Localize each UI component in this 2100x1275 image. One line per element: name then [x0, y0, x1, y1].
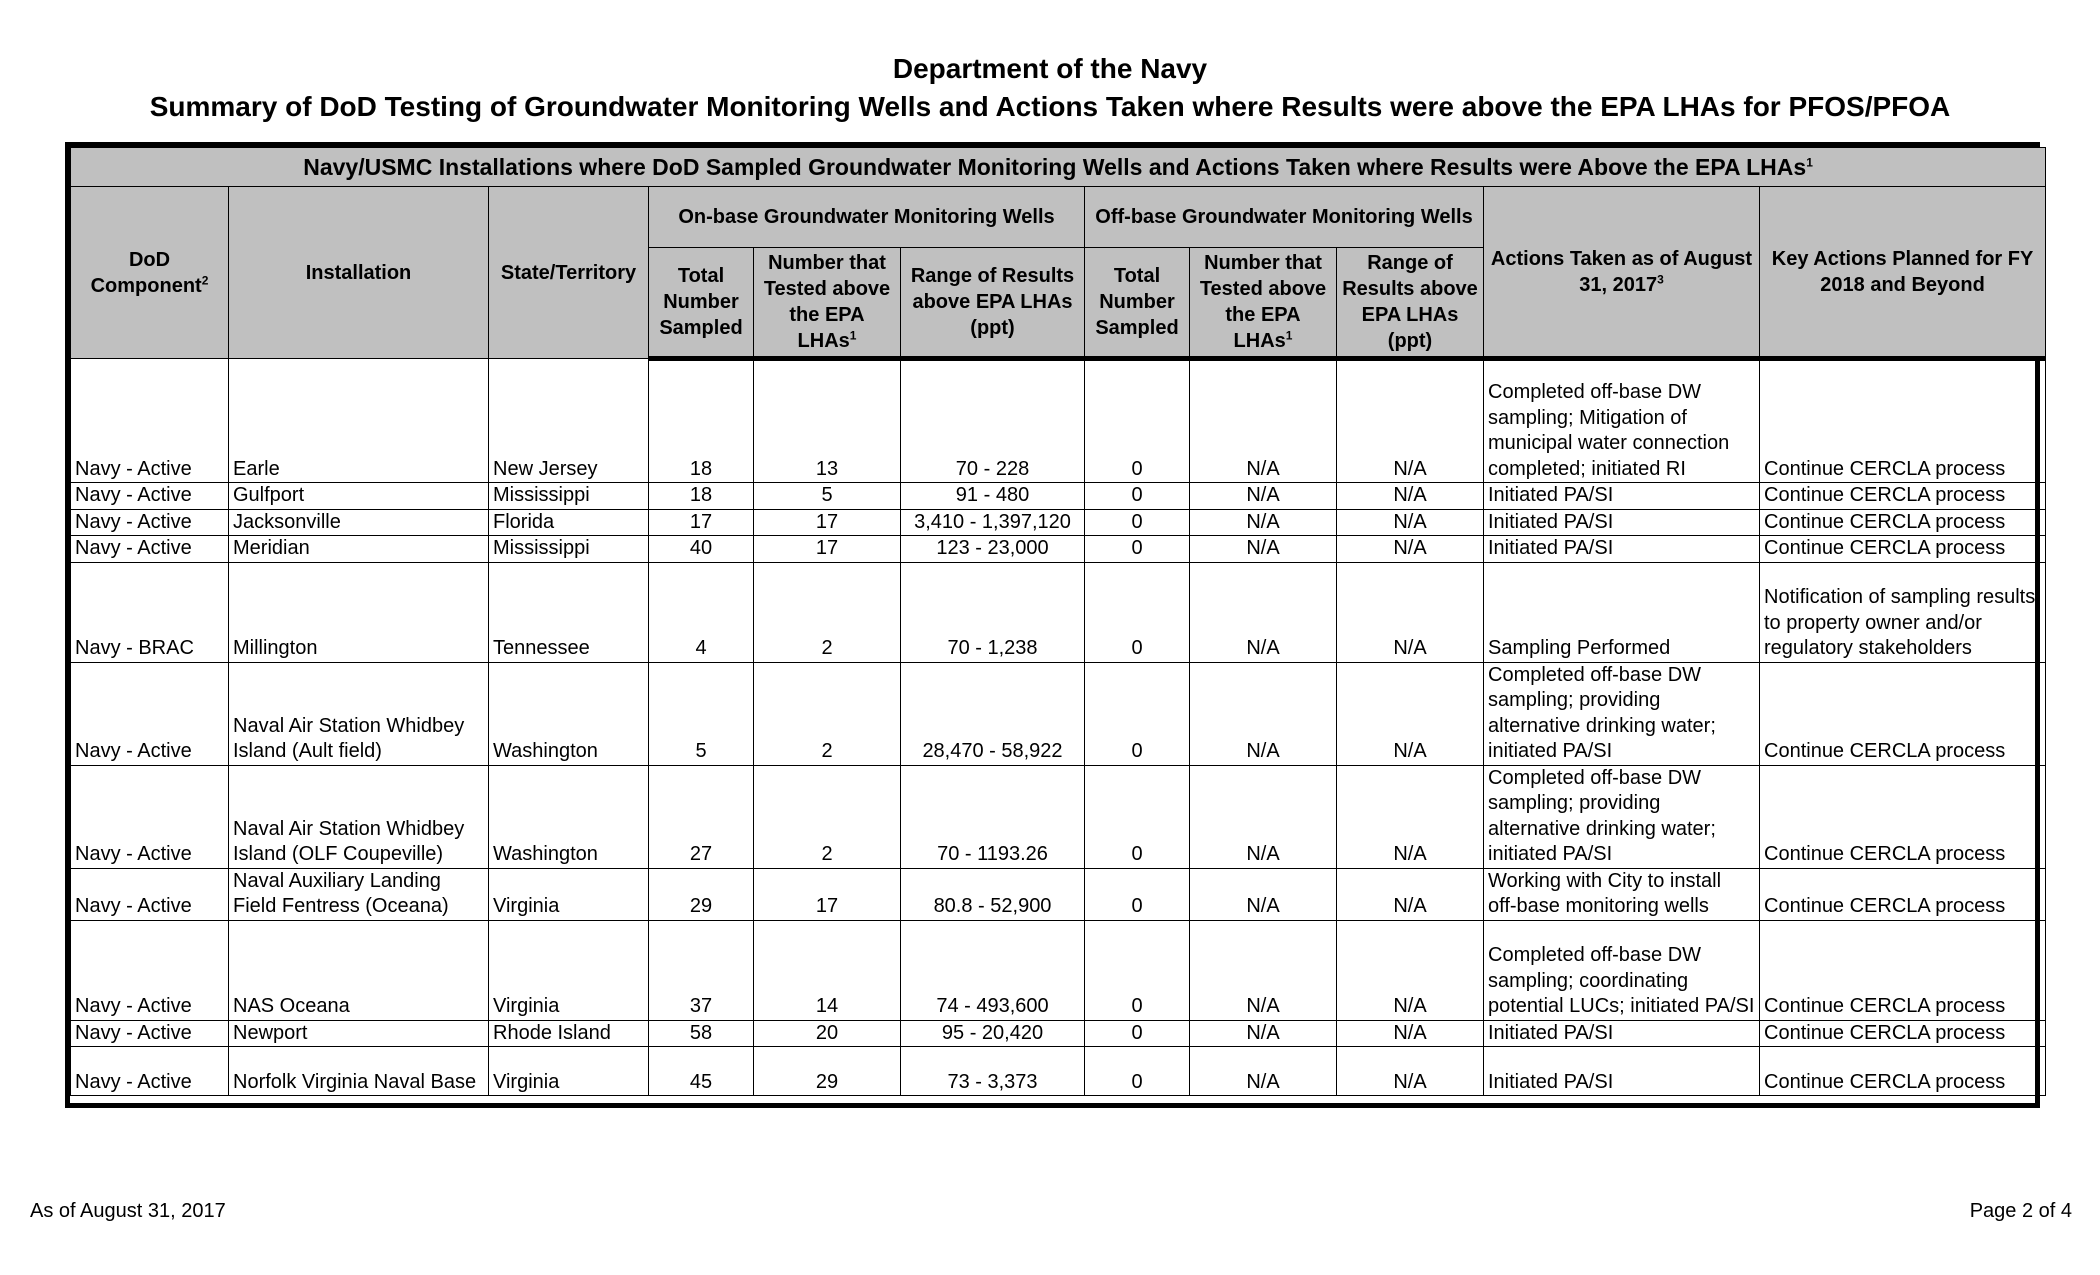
header-offbase-range: Range of Results above EPA LHAs (ppt)	[1337, 248, 1484, 359]
cell-onbase-total: 4	[649, 562, 754, 662]
header-onbase-above: Number that Tested above the EPA LHAs$^1$	[754, 248, 901, 359]
header-offbase-group: Off-base Groundwater Monitoring Wells	[1085, 187, 1484, 248]
cell-onbase-above: 17	[754, 536, 901, 563]
cell-state: New Jersey	[489, 359, 649, 483]
cell-offbase-above: N/A	[1190, 868, 1337, 920]
footer-page-number: Page 2 of 4	[1969, 1200, 2072, 1222]
cell-key-actions-planned: Continue CERCLA process	[1760, 536, 2046, 563]
cell-dod-component: Navy - Active	[71, 359, 229, 483]
cell-key-actions-planned: Continue CERCLA process	[1760, 662, 2046, 765]
table-row	[71, 359, 2046, 483]
cell-actions-taken: Initiated PA/SI	[1484, 1047, 1760, 1096]
cell-offbase-total: 0	[1085, 1020, 1190, 1047]
cell-state: Florida	[489, 509, 649, 536]
cell-onbase-above: 5	[754, 483, 901, 510]
cell-installation: Jacksonville	[229, 509, 489, 536]
cell-offbase-above: N/A	[1190, 536, 1337, 563]
cell-offbase-range: N/A	[1337, 1047, 1484, 1096]
cell-state: Tennessee	[489, 562, 649, 662]
cell-onbase-above: 2	[754, 562, 901, 662]
cell-offbase-range: N/A	[1337, 920, 1484, 1020]
cell-offbase-range: N/A	[1337, 509, 1484, 536]
cell-offbase-total: 0	[1085, 868, 1190, 920]
cell-offbase-total: 0	[1085, 920, 1190, 1020]
cell-installation: Meridian	[229, 536, 489, 563]
header-offbase-total: Total Number Sampled	[1085, 248, 1190, 359]
cell-onbase-range: 70 - 1193.26	[901, 765, 1085, 868]
cell-dod-component: Navy - Active	[71, 483, 229, 510]
cell-installation: NAS Oceana	[229, 920, 489, 1020]
cell-actions-taken: Working with City to install off-base monitoring wells	[1484, 868, 1760, 920]
cell-state: Washington	[489, 662, 649, 765]
header-onbase-group: On-base Groundwater Monitoring Wells	[649, 187, 1085, 248]
table-banner: Navy/USMC Installations where DoD Sampled Groundwater Monitoring Wells and Actions Taken where Results were Above the EPA LHAs$^1$	[71, 148, 2046, 187]
cell-onbase-total: 27	[649, 765, 754, 868]
header-onbase-range: Range of Results above EPA LHAs (ppt)	[901, 248, 1085, 359]
cell-offbase-total: 0	[1085, 662, 1190, 765]
cell-onbase-range: 95 - 20,420	[901, 1020, 1085, 1047]
cell-offbase-range: N/A	[1337, 536, 1484, 563]
cell-actions-taken: Completed off-base DW sampling; providing alternative drinking water; initiated PA/SI	[1484, 662, 1760, 765]
cell-offbase-above: N/A	[1190, 1047, 1337, 1096]
cell-actions-taken: Sampling Performed	[1484, 562, 1760, 662]
cell-state: Virginia	[489, 920, 649, 1020]
cell-onbase-range: 74 - 493,600	[901, 920, 1085, 1020]
cell-dod-component: Navy - Active	[71, 1047, 229, 1096]
table-row	[71, 868, 2046, 920]
cell-dod-component: Navy - Active	[71, 765, 229, 868]
cell-offbase-above: N/A	[1190, 359, 1337, 483]
page-title: Department of the Navy	[892, 53, 1208, 84]
cell-installation: Newport	[229, 1020, 489, 1047]
cell-actions-taken: Initiated PA/SI	[1484, 536, 1760, 563]
cell-key-actions-planned: Notification of sampling results to property owner and/or regulatory stakeholders	[1760, 562, 2046, 662]
cell-onbase-above: 2	[754, 765, 901, 868]
cell-actions-taken: Completed off-base DW sampling; providing alternative drinking water; initiated PA/SI	[1484, 765, 1760, 868]
cell-onbase-range: 70 - 228	[901, 359, 1085, 483]
cell-offbase-above: N/A	[1190, 562, 1337, 662]
cell-offbase-total: 0	[1085, 765, 1190, 868]
cell-dod-component: Navy - Active	[71, 868, 229, 920]
cell-onbase-above: 29	[754, 1047, 901, 1096]
cell-state: Virginia	[489, 868, 649, 920]
table-row	[71, 1047, 2046, 1096]
cell-offbase-above: N/A	[1190, 1020, 1337, 1047]
cell-offbase-range: N/A	[1337, 483, 1484, 510]
cell-onbase-total: 58	[649, 1020, 754, 1047]
cell-offbase-range: N/A	[1337, 562, 1484, 662]
cell-onbase-range: 28,470 - 58,922	[901, 662, 1085, 765]
page-subtitle: Summary of DoD Testing of Groundwater Monitoring Wells and Actions Taken where Results were above the EPA LHAs for PFOS/PFOA	[149, 91, 1951, 122]
cell-actions-taken: Initiated PA/SI	[1484, 509, 1760, 536]
cell-offbase-total: 0	[1085, 483, 1190, 510]
table-row	[71, 1020, 2046, 1047]
cell-offbase-range: N/A	[1337, 662, 1484, 765]
cell-installation: Naval Air Station Whidbey Island (Ault field)	[229, 662, 489, 765]
cell-actions-taken: Initiated PA/SI	[1484, 1020, 1760, 1047]
cell-onbase-total: 18	[649, 359, 754, 483]
cell-key-actions-planned: Continue CERCLA process	[1760, 509, 2046, 536]
cell-offbase-above: N/A	[1190, 509, 1337, 536]
cell-dod-component: Navy - Active	[71, 509, 229, 536]
cell-offbase-range: N/A	[1337, 765, 1484, 868]
cell-onbase-range: 91 - 480	[901, 483, 1085, 510]
cell-onbase-above: 17	[754, 868, 901, 920]
cell-onbase-above: 14	[754, 920, 901, 1020]
cell-installation: Millington	[229, 562, 489, 662]
cell-onbase-above: 2	[754, 662, 901, 765]
header-offbase-above: Number that Tested above the EPA LHAs$^1$	[1190, 248, 1337, 359]
table-row	[71, 536, 2046, 563]
header-installation: Installation	[229, 187, 489, 359]
cell-offbase-range: N/A	[1337, 868, 1484, 920]
cell-offbase-above: N/A	[1190, 662, 1337, 765]
header-dod-component: DoD Component$^2$	[71, 187, 229, 359]
cell-installation: Earle	[229, 359, 489, 483]
table-body	[71, 359, 2046, 1096]
table-row	[71, 662, 2046, 765]
cell-offbase-range: N/A	[1337, 1020, 1484, 1047]
cell-onbase-range: 123 - 23,000	[901, 536, 1085, 563]
header-key-actions-planned: Key Actions Planned for FY 2018 and Beyond	[1760, 187, 2046, 359]
table-row	[71, 483, 2046, 510]
cell-offbase-total: 0	[1085, 1047, 1190, 1096]
cell-onbase-total: 45	[649, 1047, 754, 1096]
cell-offbase-total: 0	[1085, 562, 1190, 662]
summary-table	[70, 147, 2046, 1096]
cell-onbase-above: 20	[754, 1020, 901, 1047]
cell-onbase-total: 29	[649, 868, 754, 920]
header-actions-taken: Actions Taken as of August 31, 2017$^3$	[1484, 187, 1760, 359]
cell-onbase-above: 13	[754, 359, 901, 483]
cell-onbase-range: 80.8 - 52,900	[901, 868, 1085, 920]
cell-actions-taken: Completed off-base DW sampling; coordinating potential LUCs; initiated PA/SI	[1484, 920, 1760, 1020]
cell-offbase-range: N/A	[1337, 359, 1484, 483]
cell-dod-component: Navy - Active	[71, 662, 229, 765]
cell-state: Washington	[489, 765, 649, 868]
cell-key-actions-planned: Continue CERCLA process	[1760, 1020, 2046, 1047]
summary-table-frame	[65, 142, 2040, 1108]
header-state: State/Territory	[489, 187, 649, 359]
cell-dod-component: Navy - Active	[71, 920, 229, 1020]
cell-dod-component: Navy - Active	[71, 536, 229, 563]
cell-onbase-range: 73 - 3,373	[901, 1047, 1085, 1096]
header-onbase-total: Total Number Sampled	[649, 248, 754, 359]
cell-key-actions-planned: Continue CERCLA process	[1760, 1047, 2046, 1096]
cell-offbase-total: 0	[1085, 509, 1190, 536]
cell-key-actions-planned: Continue CERCLA process	[1760, 920, 2046, 1020]
footer-date: As of August 31, 2017	[30, 1200, 226, 1222]
cell-installation: Naval Air Station Whidbey Island (OLF Coupeville)	[229, 765, 489, 868]
table-row	[71, 920, 2046, 1020]
cell-offbase-above: N/A	[1190, 920, 1337, 1020]
cell-onbase-total: 37	[649, 920, 754, 1020]
cell-dod-component: Navy - BRAC	[71, 562, 229, 662]
cell-dod-component: Navy - Active	[71, 1020, 229, 1047]
cell-state: Mississippi	[489, 536, 649, 563]
cell-actions-taken: Completed off-base DW sampling; Mitigation of municipal water connection completed; initiated RI	[1484, 359, 1760, 483]
cell-state: Virginia	[489, 1047, 649, 1096]
table-row	[71, 509, 2046, 536]
cell-state: Rhode Island	[489, 1020, 649, 1047]
cell-actions-taken: Initiated PA/SI	[1484, 483, 1760, 510]
cell-onbase-total: 5	[649, 662, 754, 765]
cell-onbase-total: 17	[649, 509, 754, 536]
cell-onbase-total: 40	[649, 536, 754, 563]
table-row	[71, 562, 2046, 662]
cell-state: Mississippi	[489, 483, 649, 510]
cell-key-actions-planned: Continue CERCLA process	[1760, 483, 2046, 510]
cell-key-actions-planned: Continue CERCLA process	[1760, 765, 2046, 868]
cell-onbase-total: 18	[649, 483, 754, 510]
cell-offbase-above: N/A	[1190, 765, 1337, 868]
cell-offbase-total: 0	[1085, 536, 1190, 563]
cell-key-actions-planned: Continue CERCLA process	[1760, 868, 2046, 920]
cell-onbase-range: 70 - 1,238	[901, 562, 1085, 662]
cell-offbase-above: N/A	[1190, 483, 1337, 510]
cell-installation: Gulfport	[229, 483, 489, 510]
cell-installation: Naval Auxiliary Landing Field Fentress (Oceana)	[229, 868, 489, 920]
cell-onbase-above: 17	[754, 509, 901, 536]
cell-onbase-range: 3,410 - 1,397,120	[901, 509, 1085, 536]
table-row	[71, 765, 2046, 868]
cell-offbase-total: 0	[1085, 359, 1190, 483]
cell-key-actions-planned: Continue CERCLA process	[1760, 359, 2046, 483]
cell-installation: Norfolk Virginia Naval Base	[229, 1047, 489, 1096]
